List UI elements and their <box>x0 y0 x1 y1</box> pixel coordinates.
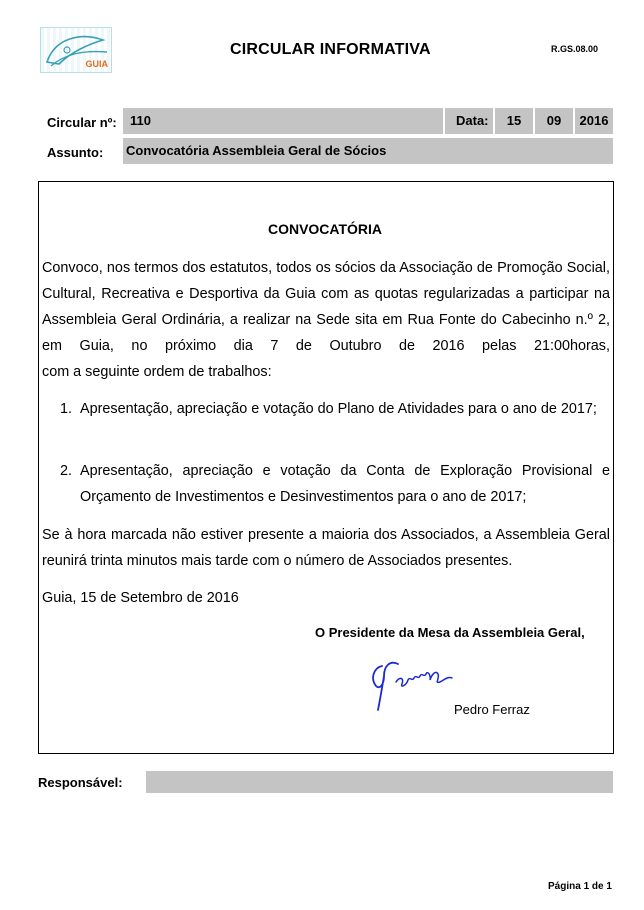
document-code: R.GS.08.00 <box>551 44 599 54</box>
date-month-field: 09 <box>535 108 573 134</box>
intro-paragraph: Convoco, nos termos dos estatutos, todos os sócios da Associação de Promoção Social, Cultural, Recreativa e Desportiva da Guia com as quotas regularizadas a participar na Assembleia Geral Ordinária, a realizar na Sede sita em Rua Fonte do Cabecinho n.º 2, em Guia, no próximo dia 7 de Outubro de 2016 pelas 21:00horas, <box>42 260 610 354</box>
agenda-item-1-number: 1. <box>60 401 73 417</box>
intro-paragraph-last-line: com a seguinte ordem de trabalhos: <box>42 364 272 380</box>
agenda-item-1: Apresentação, apreciação e votação do Plano de Atividades para o ano de 2017; <box>80 401 597 417</box>
logo-text: GUIA <box>85 59 108 69</box>
closing-paragraph: Se à hora marcada não estiver presente a maioria dos Associados, a Assembleia Geral reunirá trinta minutos mais tarde com o número de Associados presentes. <box>42 527 610 569</box>
convocation-heading: CONVOCATÓRIA <box>267 221 383 237</box>
place-date: Guia, 15 de Setembro de 2016 <box>42 590 239 606</box>
page-title: CIRCULAR INFORMATIVA <box>230 41 431 58</box>
page-number: Página 1 de 1 <box>548 881 612 892</box>
circular-number-field: 110 <box>123 108 443 134</box>
subject-label: Assunto: <box>47 145 104 160</box>
signer-name: Pedro Ferraz <box>454 702 530 717</box>
handwritten-signature <box>368 652 458 714</box>
responsible-label: Responsável: <box>38 775 123 790</box>
date-label: Data: <box>445 108 493 134</box>
agenda-item-2-number: 2. <box>60 463 73 479</box>
date-day-field: 15 <box>495 108 533 134</box>
responsible-field <box>146 771 613 793</box>
date-year-field: 2016 <box>575 108 613 134</box>
subject-field: Convocatória Assembleia Geral de Sócios <box>123 138 613 164</box>
circular-number-label: Circular nº: <box>47 115 117 130</box>
signature-title: O Presidente da Mesa da Assembleia Geral, <box>315 625 585 640</box>
agenda-item-2: Apresentação, apreciação e votação da Conta de Exploração Provisional e Orçamento de Investimentos e Desinvestimentos para o ano de 2017; <box>80 463 610 505</box>
association-logo <box>40 27 112 73</box>
